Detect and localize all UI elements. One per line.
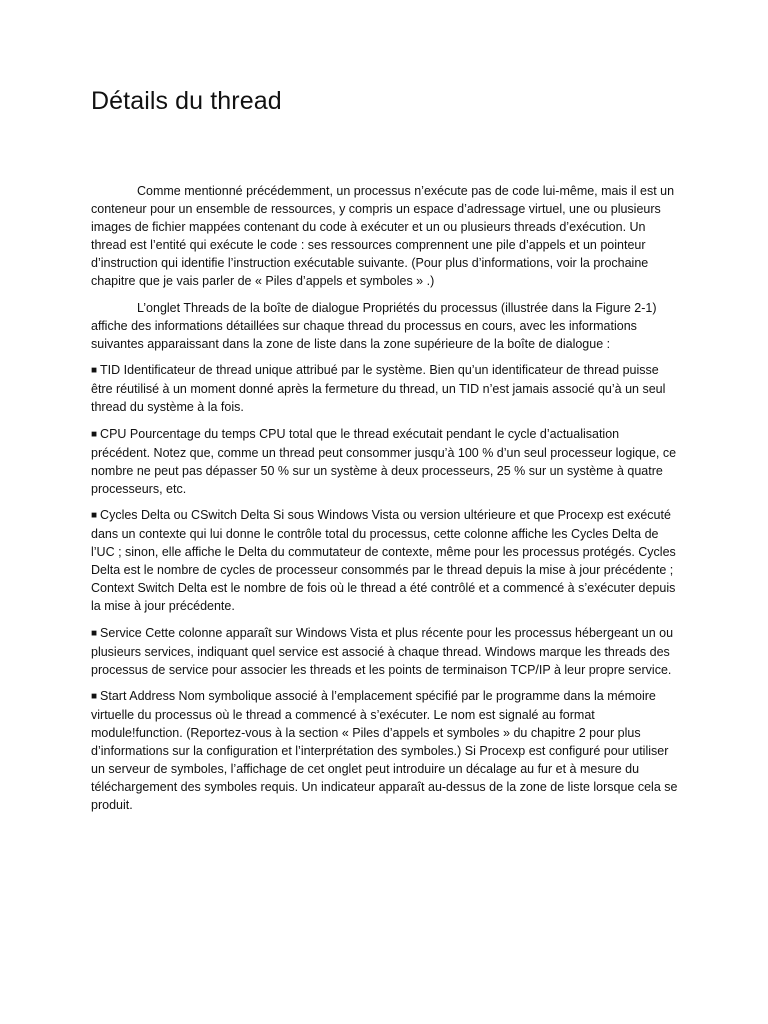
- bullet-item-cycles-delta: [91, 506, 678, 615]
- document-body: [91, 182, 678, 823]
- bullet-text: CPU Pourcentage du temps CPU total que le thread exécutait pendant le cycle d’actualisation précédent. Notez que, comme un thread peut consommer jusqu’à 100 % d’un seul processeur logique, ce nombre ne peut pas dépasser 50 % sur un système à deux processeurs, 25 % sur un système à quatre processeurs, etc.: [91, 426, 677, 496]
- paragraph-text: L’onglet Threads de la boîte de dialogue Propriétés du processus (illustrée dans la Figure 2-1) affiche des informations détaillées sur chaque thread du processus en cours, avec les informations suivantes apparaissant dans la zone de liste dans la zone supérieure de la boîte de dialogue :: [91, 300, 657, 351]
- square-bullet-icon: ■: [91, 510, 98, 521]
- bullet-text: Cycles Delta ou CSwitch Delta Si sous Windows Vista ou version ultérieure et que Procexp est exécuté dans un contexte qui lui donne le contrôle total du processus, cette colonne affiche les Cycles Delta de l’UC ; sinon, elle affiche le Delta du commutateur de contexte, même pour les processus protégés. Cycles Delta est le nombre de cycles de processeur consommés par le thread depuis la mise à jour précédente ; Context Switch Delta est le nombre de fois où le thread a été contrôlé et a commencé à s’exécuter depuis la mise à jour précédente.: [91, 508, 676, 613]
- threads-tab-paragraph: [91, 299, 678, 353]
- square-bullet-icon: ■: [91, 428, 98, 440]
- bullet-item-start-address: [91, 687, 678, 814]
- bullet-text: Start Address Nom symbolique associé à l’emplacement spécifié par le programme dans la mémoire virtuelle du processus où le thread a commencé à s’exécuter. Le nom est signalé au format module!function. (Reportez-vous à la section « Piles d’appels et symboles » du chapitre 2 pour plus d’informations sur la configuration et l’interprétation des symboles.) Si Procexp est configuré pour utiliser un serveur de symboles, l’affichage de cet onglet peut introduire un décalage au fur et à mesure du téléchargement des symboles requis. Un indicateur apparaît au-dessus de la zone de liste lorsque cela se produit.: [91, 689, 678, 812]
- bullet-item-service: [91, 624, 678, 679]
- bullet-text: TID Identificateur de thread unique attribué par le système. Bien qu’un identificateur de thread puisse être réutilisé à un moment donné après la fermeture du thread, un TID n’est jamais associé qu’à un seul thread du système à la fois.: [91, 363, 666, 414]
- bullet-text: Service Cette colonne apparaît sur Windows Vista et plus récente pour les processus hébergeant un ou plusieurs services, indiquant quel service est associé à chaque thread. Windows marque les threads des processus de service pour associer les threads et les points de terminaison TCP/IP à leur propre service.: [91, 625, 674, 677]
- square-bullet-icon: ■: [91, 691, 98, 702]
- paragraph-text: Comme mentionné précédemment, un processus n’exécute pas de code lui-même, mais il est un conteneur pour un ensemble de ressources, y compris un espace d’adressage virtuel, une ou plusieurs images de fichier mappées contenant du code à exécuter et un ou plusieurs threads d’exécution. Un thread est l’entité qui exécute le code : ses ressources comprennent une pile d’appels et un pointeur d’instruction qui identifie l’instruction exécutable suivante. (Pour plus d’informations, voir la prochaine chapitre que je vais parler de « Piles d’appels et symboles » .): [91, 184, 675, 288]
- square-bullet-icon: ■: [91, 365, 98, 376]
- page-title: Détails du thread: [91, 87, 282, 115]
- square-bullet-icon: ■: [91, 627, 98, 639]
- bullet-item-cpu: [91, 425, 678, 498]
- bullet-item-tid: [91, 361, 678, 416]
- intro-paragraph: [91, 182, 678, 290]
